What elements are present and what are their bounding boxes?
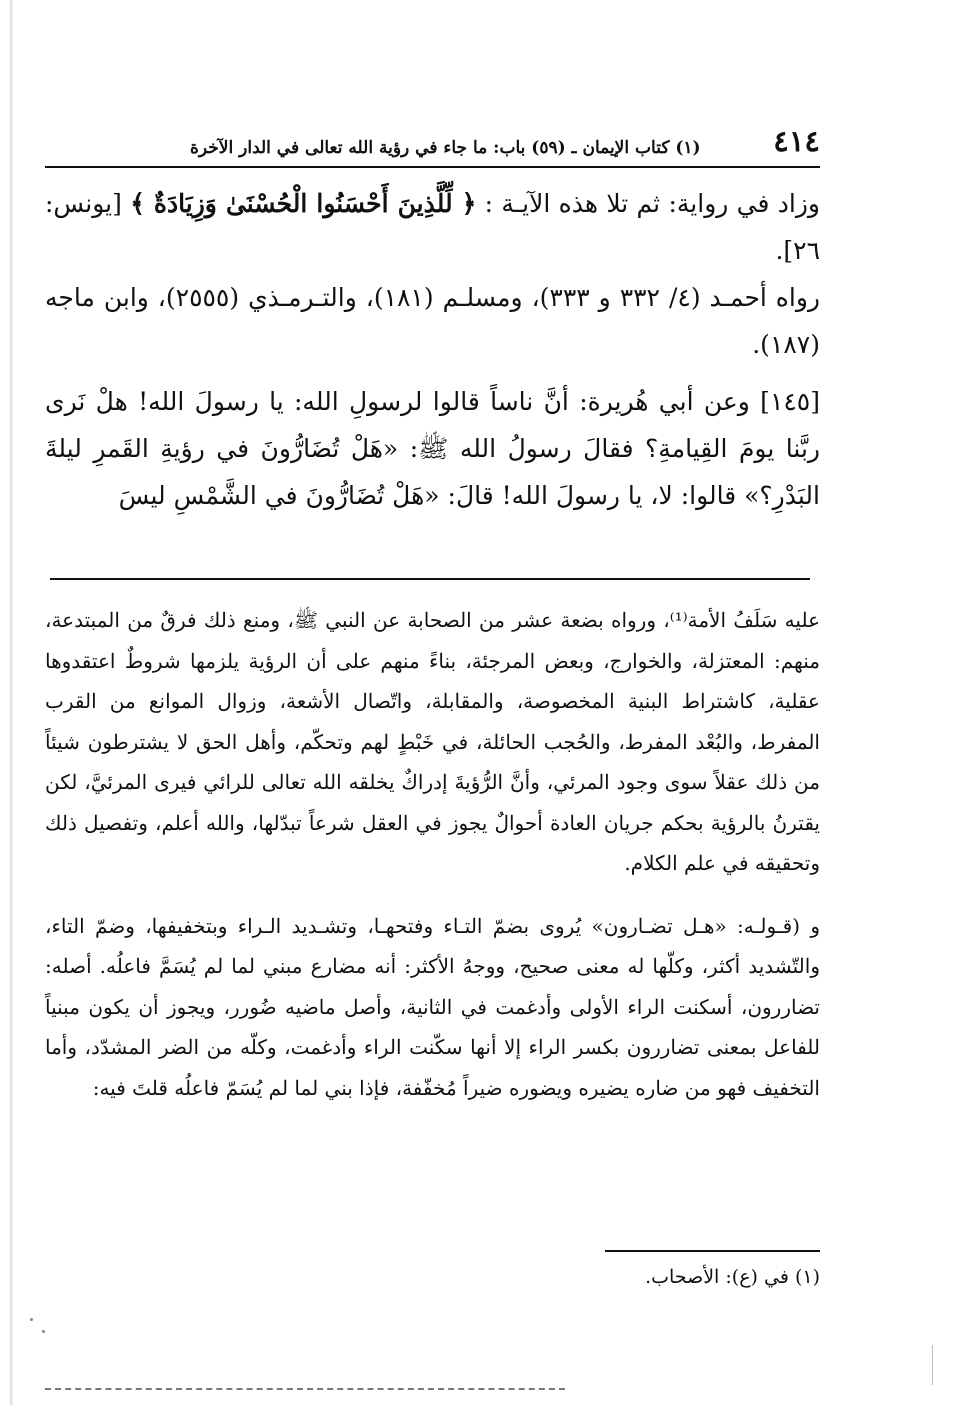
hadith-145: [١٤٥] وعن أبي هُريرة: أنَّ ناساً قالوا لرسولِ الله: يا رسولَ الله! هلْ نَرى ربَّنا يومَ القِيامةِ؟ فقالَ رسولُ الله ﷺ: «هَلْ تُضَارُّونَ في رؤيةِ القَمرِ ليلةَ البَدْرِ؟» قالوا: لا، يا رسولَ الله! قالَ: «هَلْ تُضَارُّونَ في الشَّمْسِ ليسَ xyxy=(45,387,820,510)
commentary-paragraph-2: و (قـولـه: «هـل تضـارون» يُروى بضمّ التـاء وفتحهـا، وتشـديد الـراء وبتخفيفها، وضمّ التاء، والتّشديد أكثر، وكلّها له معنى صحيح، ووجهُ الأكثر: أنه مضارع مبني لما لم يُسَمَّ فاعلُه. أصله: تضاررون، أسكنت الراء الأولى وأدغمت في الثانية، وأصل ماضيه ضُورر، ويجوز أن يكون مبنياً للفاعل بمعنى تضاررون بكسر الراء إلا أنها سكّنت الراء وأدغمت، وكلّه من الضر المشدّد، وأما التخفيف فهو من ضاره يضيره ويضوره ضيراً مُخفّفة، فإذا بني لما لم يُسَمّ فاعلُه قلتَ فيه: xyxy=(45,913,820,1100)
footnote: (١) في (ع): الأصحاب. xyxy=(645,1266,820,1288)
page-header xyxy=(45,120,820,168)
main-divider xyxy=(50,578,810,580)
verse-reference: [يونس: ٢٦]. xyxy=(45,189,820,265)
running-title: (١) كتاب الإيمان ـ (٥٩) باب: ما جاء في رؤية الله تعالى في الدار الآخرة xyxy=(190,138,701,158)
page-number: ٤١٤ xyxy=(773,124,820,158)
scan-mark xyxy=(932,1345,934,1385)
bottom-dashed-rule xyxy=(45,1388,565,1390)
book-page xyxy=(45,0,820,1405)
commentary-text xyxy=(45,600,820,1108)
commentary-paragraph-1: عليه سَلَفُ الأمة⁽¹⁾، ورواه بضعة عشر من الصحابة عن النبي ﷺ، ومنع ذلك فرقٌ من المبتدعة، منهم: المعتزلة، والخوارج، وبعض المرجئة، بناءً منهم على أن الرؤية يلزمها شروطٌ اعتقدوها عقلية، كاشتراط البنية المخصوصة، والمقابلة، واتّصال الأشعة، وزوال الموانع من القرب المفرط، والبُعْد المفرط، والحُجب الحائلة، في خَبْطٍ لهم وتحكّم، وأهل الحق لا يشترطون شيئاً من ذلك عقلاً سوى وجود المرئي، وأنَّ الرُّؤيةَ إدراكٌ يخلقه الله تعالى للرائي فيرى المرئيَّ، لكن يقترنُ بالرؤية بحكم جريان العادة أحوالٌ يجوز في العقل شرعاً تبدّلها، والله أعلم، وتفصيل ذلك وتحقيقه في علم الكلام. xyxy=(45,608,820,875)
scan-edge xyxy=(10,0,13,1405)
main-text xyxy=(45,180,820,519)
scan-speck xyxy=(42,1330,45,1333)
narration-addition: وزاد في رواية: ثم تلا هذه الآيـة : xyxy=(476,189,820,218)
main-paragraph-2: رواه أحمـد (٤/ ٣٣٢ و ٣٣٣)، ومسلـم (١٨١)، والتـرمـذي (٢٥٥٥)، وابن ماجه (١٨٧). xyxy=(45,283,821,359)
main-paragraph-1 xyxy=(45,180,820,274)
quran-verse: ﴿ لِّلَّذِينَ أَحْسَنُوا الْحُسْنَىٰ وَزِيَادَةٌ ﴾ xyxy=(130,189,477,218)
scan-speck xyxy=(30,1318,33,1321)
footnote-divider xyxy=(605,1250,820,1252)
